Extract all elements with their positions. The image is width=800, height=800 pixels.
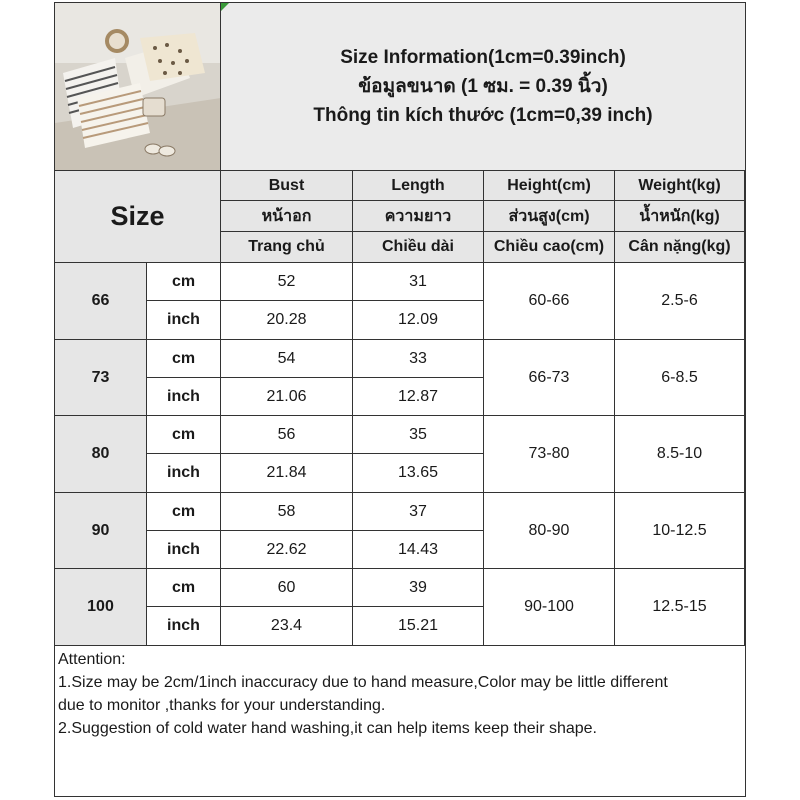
title-vietnamese: Thông tin kích thước (1cm=0,39 inch) xyxy=(313,105,653,126)
col-length-vi: Chiều dài xyxy=(353,232,484,263)
length-cm-cell: 39 xyxy=(353,569,484,607)
note-line-3: 2.Suggestion of cold water hand washing,it can help items keep their shape. xyxy=(58,720,597,737)
unit-cm: cm xyxy=(147,263,221,301)
bust-inch-cell: 22.62 xyxy=(221,531,353,569)
unit-inch: inch xyxy=(147,454,221,493)
size-header: Size xyxy=(55,171,221,263)
notes-heading: Attention: xyxy=(58,651,126,668)
weight-cell: 8.5-10 xyxy=(615,416,745,493)
unit-cm: cm xyxy=(147,493,221,531)
size-90: 90 xyxy=(55,493,147,569)
length-cm-cell: 31 xyxy=(353,263,484,301)
bust-inch-cell: 23.4 xyxy=(221,607,353,646)
bust-inch-cell: 20.28 xyxy=(221,301,353,340)
col-height-vi: Chiều cao(cm) xyxy=(484,232,615,263)
length-inch-cell: 12.09 xyxy=(353,301,484,340)
col-length-th: ความยาว xyxy=(353,201,484,232)
bust-cm-cell: 58 xyxy=(221,493,353,531)
unit-inch: inch xyxy=(147,301,221,340)
size-100: 100 xyxy=(55,569,147,646)
title-thai: ข้อมูลขนาด (1 ซม. = 0.39 นิ้ว) xyxy=(358,76,608,97)
unit-cm: cm xyxy=(147,340,221,378)
title-english: Size Information(1cm=0.39inch) xyxy=(340,47,626,68)
weight-cell: 2.5-6 xyxy=(615,263,745,340)
unit-inch: inch xyxy=(147,607,221,646)
length-cm-cell: 37 xyxy=(353,493,484,531)
length-cm-cell: 33 xyxy=(353,340,484,378)
bust-inch-cell: 21.06 xyxy=(221,378,353,416)
length-inch-cell: 13.65 xyxy=(353,454,484,493)
height-cell: 66-73 xyxy=(484,340,615,416)
title-block xyxy=(221,3,745,171)
weight-cell: 10-12.5 xyxy=(615,493,745,569)
bust-cm-cell: 54 xyxy=(221,340,353,378)
size-chart-sheet xyxy=(54,2,746,797)
col-weight-th: น้ำหนัก(kg) xyxy=(615,201,745,232)
col-bust-en: Bust xyxy=(221,171,353,201)
bust-cm-cell: 52 xyxy=(221,263,353,301)
unit-cm: cm xyxy=(147,416,221,454)
size-66: 66 xyxy=(55,263,147,340)
bust-cm-cell: 56 xyxy=(221,416,353,454)
length-inch-cell: 12.87 xyxy=(353,378,484,416)
weight-cell: 6-8.5 xyxy=(615,340,745,416)
bust-inch-cell: 21.84 xyxy=(221,454,353,493)
unit-inch: inch xyxy=(147,531,221,569)
size-73: 73 xyxy=(55,340,147,416)
col-weight-vi: Cân nặng(kg) xyxy=(615,232,745,263)
length-inch-cell: 14.43 xyxy=(353,531,484,569)
unit-inch: inch xyxy=(147,378,221,416)
length-inch-cell: 15.21 xyxy=(353,607,484,646)
col-height-th: ส่วนสูง(cm) xyxy=(484,201,615,232)
product-photo-illustration xyxy=(55,3,221,171)
product-photo xyxy=(55,3,221,171)
col-length-en: Length xyxy=(353,171,484,201)
height-cell: 73-80 xyxy=(484,416,615,493)
bust-cm-cell: 60 xyxy=(221,569,353,607)
unit-cm: cm xyxy=(147,569,221,607)
corner-marker xyxy=(221,3,229,11)
note-line-1: 1.Size may be 2cm/1inch inaccuracy due to hand measure,Color may be little different xyxy=(58,674,668,691)
length-cm-cell: 35 xyxy=(353,416,484,454)
height-cell: 90-100 xyxy=(484,569,615,646)
note-line-2: due to monitor ,thanks for your understanding. xyxy=(58,697,386,714)
size-80: 80 xyxy=(55,416,147,493)
col-bust-vi: Trang chủ xyxy=(221,232,353,263)
weight-cell: 12.5-15 xyxy=(615,569,745,646)
attention-notes xyxy=(55,646,745,742)
col-weight-en: Weight(kg) xyxy=(615,171,745,201)
col-bust-th: หน้าอก xyxy=(221,201,353,232)
height-cell: 60-66 xyxy=(484,263,615,340)
col-height-en: Height(cm) xyxy=(484,171,615,201)
height-cell: 80-90 xyxy=(484,493,615,569)
